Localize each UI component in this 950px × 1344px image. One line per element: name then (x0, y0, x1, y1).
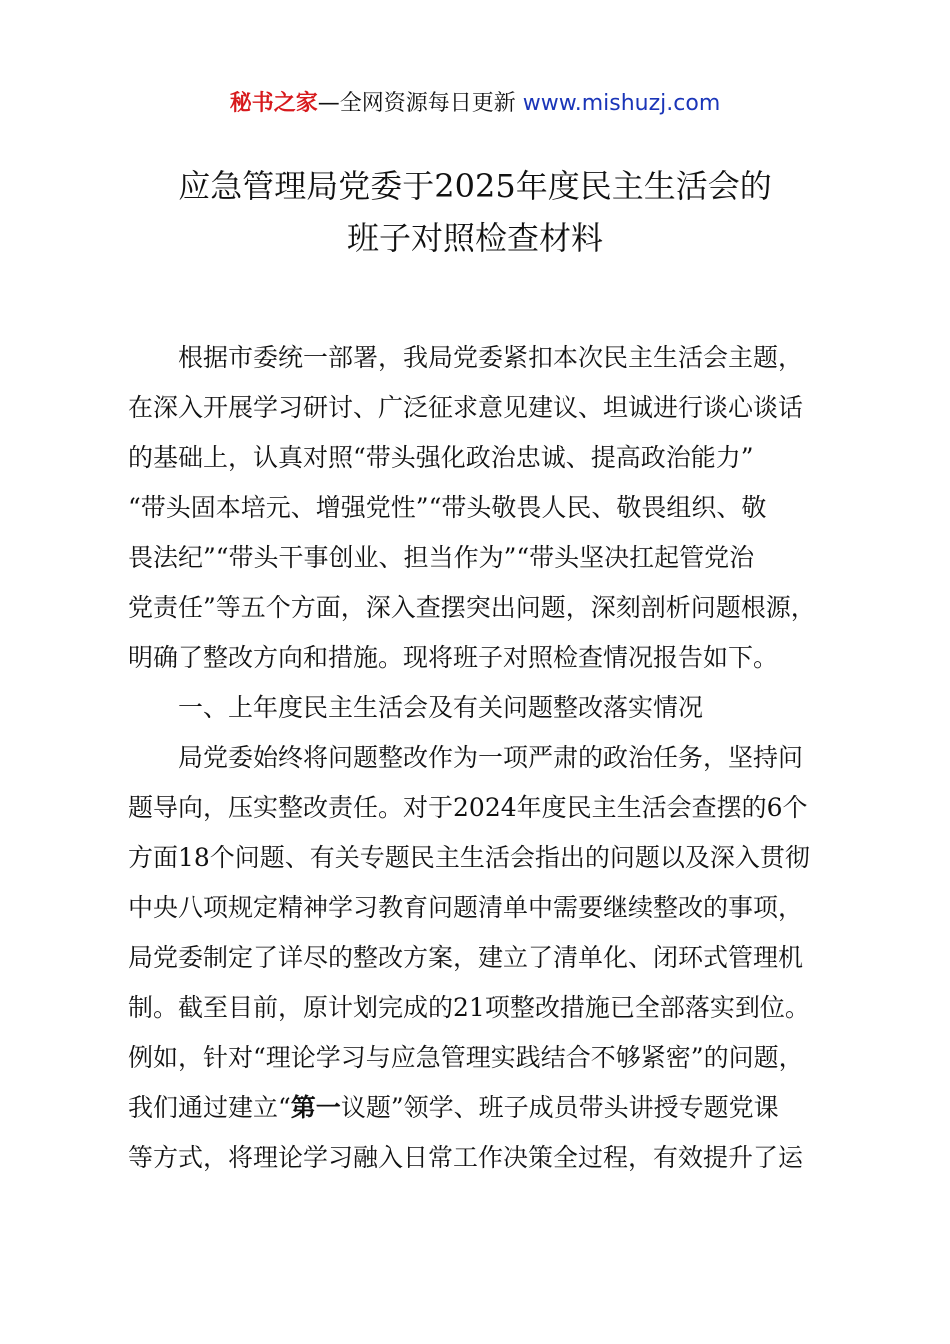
text-segment: 我们通过建立“ (128, 1093, 291, 1122)
site-header (0, 88, 950, 120)
text-line: 局党委制定了详尽的整改方案，建立了清单化、闭环式管理机 (128, 943, 804, 972)
text-line: 例如，针对“理论学习与应急管理实践结合不够紧密”的问题， (128, 1043, 804, 1072)
text-line: 中央八项规定精神学习教育问题清单中需要继续整改的事项， (128, 893, 804, 922)
text-line: 制。截至目前，原计划完成的21项整改措施已全部落实到位。 (128, 993, 810, 1022)
paragraph-rectification (128, 733, 832, 1183)
paragraph-intro (128, 333, 832, 683)
title-line-2: 班子对照检查材料 (346, 219, 603, 257)
text-line: “带头固本培元、增强党性”“带头敬畏人民、敬畏组织、敬 (128, 493, 767, 522)
text-line: 党责任”等五个方面，深入查摆突出问题，深刻剖析问题根源， (128, 593, 816, 622)
text-line: 等方式，将理论学习融入日常工作决策全过程，有效提升了运 (128, 1143, 804, 1172)
site-url-link[interactable]: www.mishuzj.com (522, 91, 721, 116)
text-line: 根据市委统一部署，我局党委紧扣本次民主生活会主题， (178, 343, 804, 372)
bold-emphasis: 第一 (290, 1093, 341, 1122)
text-line: 方面18个问题、有关专题民主生活会指出的问题以及深入贯彻 (128, 843, 810, 872)
text-segment: 议题”领学、班子成员带头讲授专题党课 (340, 1093, 779, 1122)
brand-name: 秘书之家 (229, 91, 318, 116)
text-line: 在深入开展学习研讨、广泛征求意见建议、坦诚进行谈心谈话 (128, 393, 804, 422)
text-line: 局党委始终将问题整改作为一项严肃的政治任务，坚持问 (178, 743, 804, 772)
text-line: 明确了整改方向和措施。现将班子对照检查情况报告如下。 (128, 643, 779, 672)
text-line-with-emphasis (128, 1083, 832, 1133)
text-line: 畏法纪”“带头干事创业、担当作为”“带头坚决扛起管党治 (128, 543, 755, 572)
title-line-1: 应急管理局党委于2025年度民主生活会的 (178, 167, 772, 205)
section-heading: 一、上年度民主生活会及有关问题整改落实情况 (178, 693, 704, 722)
header-tagline: —全网资源每日更新 (317, 91, 516, 116)
document-body (128, 333, 832, 1183)
text-line: 题导向，压实整改责任。对于2024年度民主生活会查摆的6个 (128, 793, 808, 822)
document-title (0, 160, 950, 264)
text-line: 的基础上，认真对照“带头强化政治忠诚、提高政治能力” (128, 443, 754, 472)
